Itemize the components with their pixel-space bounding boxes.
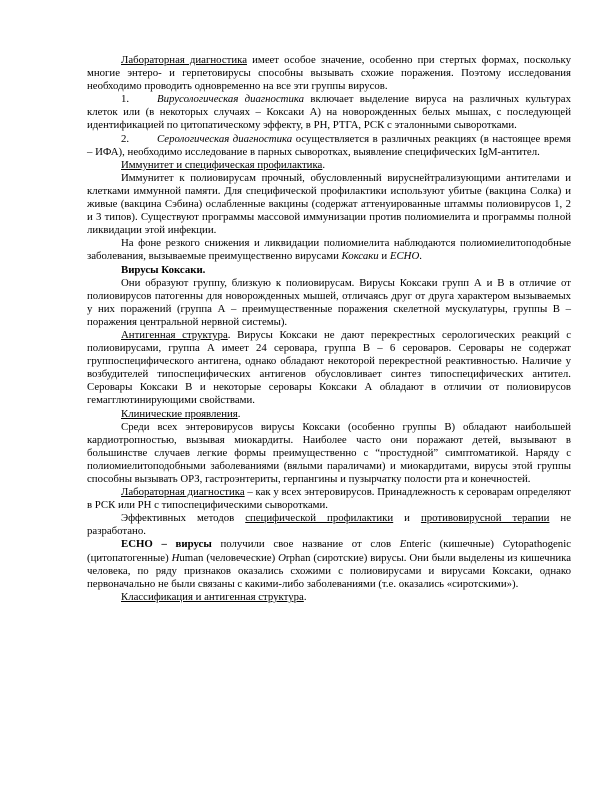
paragraph-antigen-structure: [87, 329, 571, 408]
heading-immunity: [87, 159, 571, 172]
paragraph-text: имеет особое значение, особенно при стертых формах, поскольку многие энтеро- и герпетовирусы способны вызывать схожие поражения. Поэтому исследования необходимо проводить одновременно на все эти группы вирусов.: [87, 54, 571, 93]
term-virological-diagnostics: Вирусологическая диагностика: [157, 93, 305, 106]
letter-c: C: [502, 538, 510, 551]
list-number: 1.: [121, 93, 130, 106]
document-page: [87, 54, 571, 604]
list-item-serological: [87, 133, 571, 159]
term-lab-diagnostics: Лабораторная диагностика: [121, 486, 245, 499]
term-echo-viruses: ECHO – вирусы: [121, 538, 212, 551]
term-coxsackie: Коксаки: [341, 250, 379, 263]
paragraph-text: На фоне резкого снижения и ликвидации полиомиелита наблюдаются полиомиелитоподобные заболевания, вызываемые преимущественно вирусами: [87, 237, 571, 263]
term-antigen-structure: Антигенная структура: [121, 328, 228, 341]
heading-punct: .: [322, 158, 326, 171]
paragraph-text: nteric (кишечные): [406, 538, 503, 551]
heading-clinical: [87, 408, 571, 421]
paragraph-text: – как у всех энтеровирусов. Принадлежность к сероварам определяют в РСК или РН с типоспецифическими сыворотками.: [87, 486, 571, 512]
heading-text: Иммунитет и специфическая профилактика: [121, 158, 323, 171]
heading-punct: .: [237, 407, 241, 420]
paragraph-text: и: [393, 512, 421, 525]
paragraph-lab-diagnostics-coxsackie: [87, 486, 571, 512]
heading-text: Классификация и антигенная структура: [121, 590, 304, 603]
heading-classification: [87, 591, 571, 604]
term-echo: ЕСНО: [389, 250, 420, 263]
term-lab-diagnostics: Лабораторная диагностика: [121, 54, 248, 66]
paragraph-polio-decline: [87, 237, 571, 263]
paragraph-prophylaxis-therapy: [87, 512, 571, 538]
letter-h: H: [171, 551, 180, 564]
paragraph-text: и: [378, 250, 390, 263]
list-number: 2.: [121, 132, 130, 145]
paragraph-text: включает выделение вируса на различных культурах клеток или (в некоторых случаях – Коксаки А) на новорожденных белых мышах, с последующей идентификацией по цитопатическому эффекту, в РН, РТГА, РСК с эталонными сыворотками.: [87, 93, 571, 132]
paragraph-echo: [87, 538, 571, 590]
term-antiviral-therapy: противовирусной терапии: [420, 512, 550, 525]
paragraph-text: . Вирусы Коксаки не дают перекрестных серологических реакций с полиовирусами, группа А имеет 24 серовара, группа В – 6 сероваров. Серовары не содержат группоспецифического антигена, однако обладают некоторой перекрестной реактивностью. Наличие у возбудителей типоспецифических антигенов обусловливает синтез типоспецифических антител. Серовары Коксаки В и некоторые серовары Коксаки А обладают в отличии от полиовирусов гемагглютинирующими свойствами.: [87, 328, 571, 407]
letter-o: O: [278, 551, 286, 564]
heading-punct: .: [303, 590, 307, 603]
paragraph-text: rphan (сиротские) вирусы. Они были выделены из кишечника человека, по ряду признаков оказались схожими с полиовирусами и вирусами Коксаки, однако первоначально не были связаны с какими-либо заболеваниями (т.е. оказались «сиротскими»).: [87, 551, 571, 590]
paragraph-clinical: Среди всех энтеровирусов вирусы Коксаки (особенно группы В) обладают наибольшей кардиотропностью, вызывая миокардиты. Наиболее часто они поражают детей, вызывают в большинстве случаев легкие формы преимущественно с “простудной” симптоматикой. Наряду с полиомиелитоподобными заболеваниями (вялыми параличами) и миокардитами, вирусы этой группы способны вызывать ОРЗ, гастроэнтериты, герпангины и пузырчатку полости рта и конечностей.: [87, 420, 571, 485]
paragraph-text: ytopathogenic (цитопатогенные): [87, 538, 571, 564]
heading-text: Клинические проявления: [121, 407, 238, 420]
paragraph-text: Эффективных методов: [121, 512, 246, 525]
heading-coxsackie: [87, 264, 571, 277]
paragraph-text: не разработано.: [87, 512, 571, 538]
paragraph-immunity: Иммунитет к полиовирусам прочный, обусловленный вируснейтрализующими антителами и клетками иммунной памяти. Для специфической профилактики используют убитые (вакцина Солка) и живые (вакцина Сэбина) ослабленные вакцины (содержат аттенуированные штаммы полиовирусов 1, 2 и 3 типов). Существуют программы массовой иммунизации против полиомиелита и программы полной ликвидации этой инфекции.: [87, 171, 571, 237]
term-specific-prophylaxis: специфической профилактики: [245, 512, 394, 525]
paragraph-text: осуществляется в различных реакциях (в настоящее время – ИФА), необходимо исследование в парных сыворотках, выявление специфических IgM-антител.: [87, 132, 571, 158]
paragraph-text: получили свое название от слов: [211, 538, 400, 551]
paragraph-text: .: [419, 250, 422, 263]
paragraph-lab-diagnostics-intro: [87, 54, 571, 93]
paragraph-text: uman (человеческие): [179, 551, 279, 564]
paragraph-coxsackie: Они образуют группу, близкую к полиовирусам. Вирусы Коксаки групп А и В в отличие от полиовирусов патогенны для новорожденных мышей, отличаясь друг от друга характером вызываемых у них поражений (группа А – преимущественные поражения скелетной мускулатуры, группы В – поражения центральной нервной системы).: [87, 276, 571, 328]
heading-text: Вирусы Коксаки.: [121, 263, 206, 276]
term-serological-diagnostics: Серологическая диагностика: [157, 132, 293, 145]
letter-e: E: [399, 538, 407, 551]
list-item-virological: [87, 93, 571, 132]
